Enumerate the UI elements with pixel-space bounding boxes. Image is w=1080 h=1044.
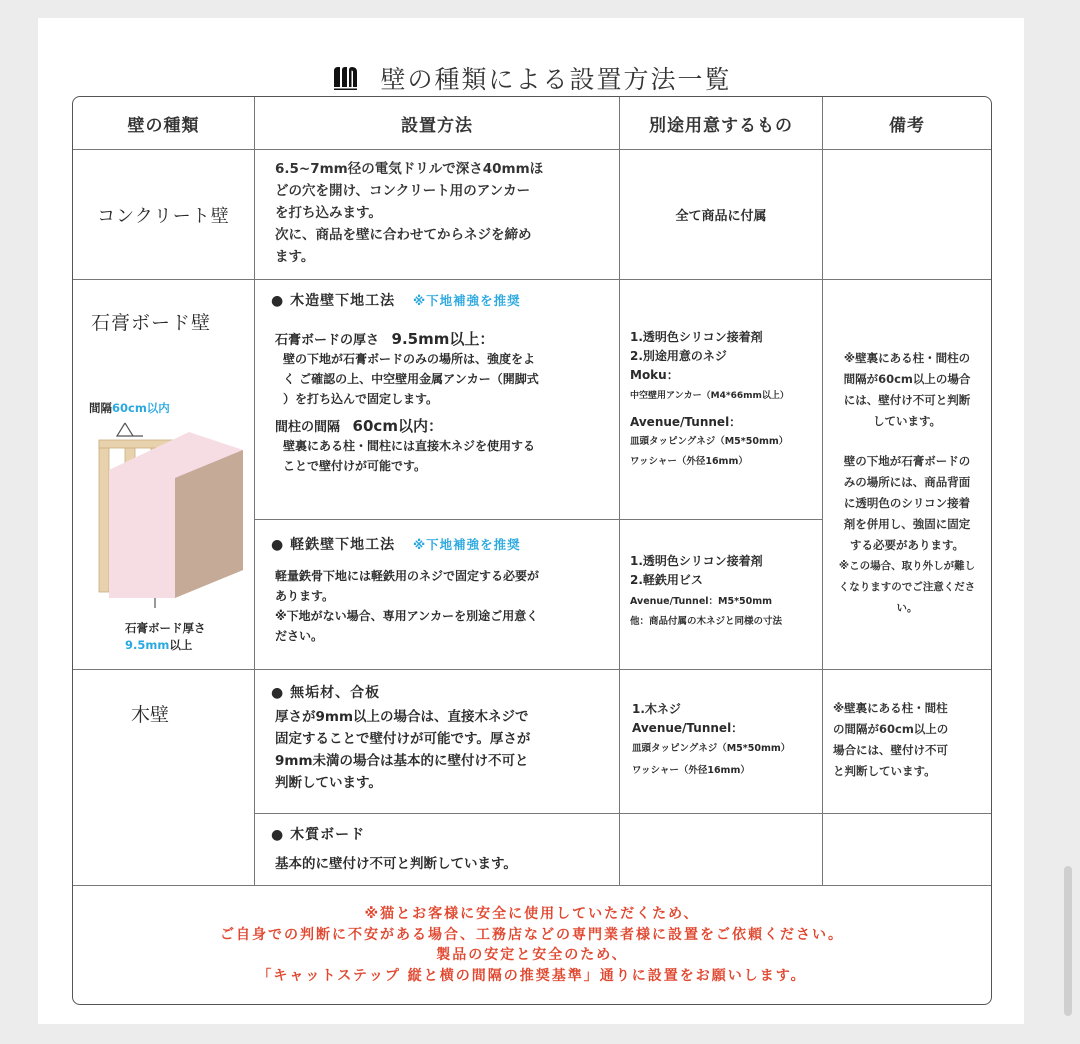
wood-frame-title: 木造壁下地工法 [290,293,396,309]
table-row-wood-solid [73,670,991,814]
method-wood-board: ● 木質ボード 基本的に壁付け不可と判断しています。 [255,814,620,886]
items-concrete: 全て商品に付属 [620,150,823,280]
wall-type-gypsum [73,280,255,670]
spacing-label: 間隔60cm以内 [89,401,170,415]
method-concrete: 6.5~7mm径の電気ドリルで深さ40mmほ どの穴を開け、コンクリート用のアンカー を打ち込みます。 次に、商品を壁に合わせてからネジを締め ます。 [255,150,620,280]
wall-type-gypsum-label: 石膏ボード壁 [91,312,212,334]
thickness-label: 石膏ボード厚さ 9.5mm以上 [125,621,206,652]
wall-type-wood [73,670,255,886]
items-gypsum-steel: 1.透明色シリコン接着剤 2.軽鉄用ビス Avenue/Tunnel：M5*50mm 他：商品付属の木ネジと同様の寸法 [620,520,823,670]
header-method: 設置方法 [255,97,620,150]
stud-left [99,442,109,592]
steel-frame-recommend: ※下地補強を推奨 [412,537,521,552]
method-gypsum-wood: ● 木造壁下地工法 ※下地補強を推奨 石膏ボードの厚さ 9.5mm以上： 壁の下地が石膏ボードのみの場所は、強度をよ く ご確認の上、中空壁用金属アンカー（開脚式 ）を打ち込んで固定します。 間柱の間隔 60cm以内： 壁裏にある柱・間柱には直接木ネジを使用する ことで壁付けが可能です。 [255,280,620,520]
notes-concrete [823,150,991,280]
header-notes: 備考 [823,97,991,150]
wall-diagram [93,420,243,610]
table-header-row [73,97,991,150]
table-row-concrete [73,150,991,280]
wall-type-concrete: コンクリート壁 [73,150,255,280]
wood-board-title: 木質ボード [290,827,366,843]
safety-notice: ※猫とお客様に安全に使用していただくため、 ご自身での判断に不安がある場合、工務店などの専門業者様に設置をご依頼ください。 製品の安定と安全のため、 「キャットステップ 縦と横の間隔の推奨基準」通りに設置をお願いします。 [220,906,844,984]
wood-frame-recommend: ※下地補強を推奨 [412,293,521,308]
table-footer-row [73,886,991,1004]
header-items: 別途用意するもの [620,97,823,150]
method-gypsum-steel: ● 軽鉄壁下地工法 ※下地補強を推奨 軽量鉄骨下地には軽鉄用のネジで固定する必要が あります。 ※下地がない場合、専用アンカーを別途ご用意く ださい。 [255,520,620,670]
items-wood-board [620,814,823,886]
title-text: 壁の種類による設置方法一覧 [380,65,732,94]
wall-type-table [72,96,992,1005]
notes-wood-board [823,814,991,886]
wood-solid-title: 無垢材、合板 [290,685,381,701]
page-title [38,60,1024,96]
items-gypsum-wood: 1.透明色シリコン接着剤 2.別途用意のネジ Moku： 中空壁用アンカー（M4*66mm以上） Avenue/Tunnel： 皿頭タッピングネジ（M5*50mm） ワッシャー（外径16mm） [620,280,823,520]
page-scrollbar[interactable] [1064,866,1072,1016]
m-brand-logo-icon [331,62,361,92]
wall-type-wood-label: 木壁 [131,704,170,726]
document-card [38,18,1024,1024]
method-wood-solid: ● 無垢材、合板 厚さが9mm以上の場合は、直接木ネジで 固定することで壁付けが可能です。厚さが 9mm未満の場合は基本的に壁付け不可と 判断しています。 [255,670,620,814]
notes-wood-solid: ※壁裏にある柱・間柱 の間隔が60cm以上の 場合には、壁付け不可 と判断しています。 [823,670,991,814]
spacing-bracket [117,423,143,436]
notes-gypsum: ※壁裏にある柱・間柱の 間隔が60cm以上の場合 には、壁付け不可と判断 しています。 壁の下地が石膏ボードの みの場所には、商品背面 に透明色のシリコン接着 剤を併用し、強固に固定 する必要があります。 ※この場合、取り外しが難し くなりますのでご注意くださ い。 [823,280,991,670]
table-row-gypsum-wood [73,280,991,520]
header-wall-type: 壁の種類 [73,97,255,150]
steel-frame-title: 軽鉄壁下地工法 [290,537,396,553]
items-wood-solid: 1.木ネジ Avenue/Tunnel： 皿頭タッピングネジ（M5*50mm） ワッシャー（外径16mm） [620,670,823,814]
